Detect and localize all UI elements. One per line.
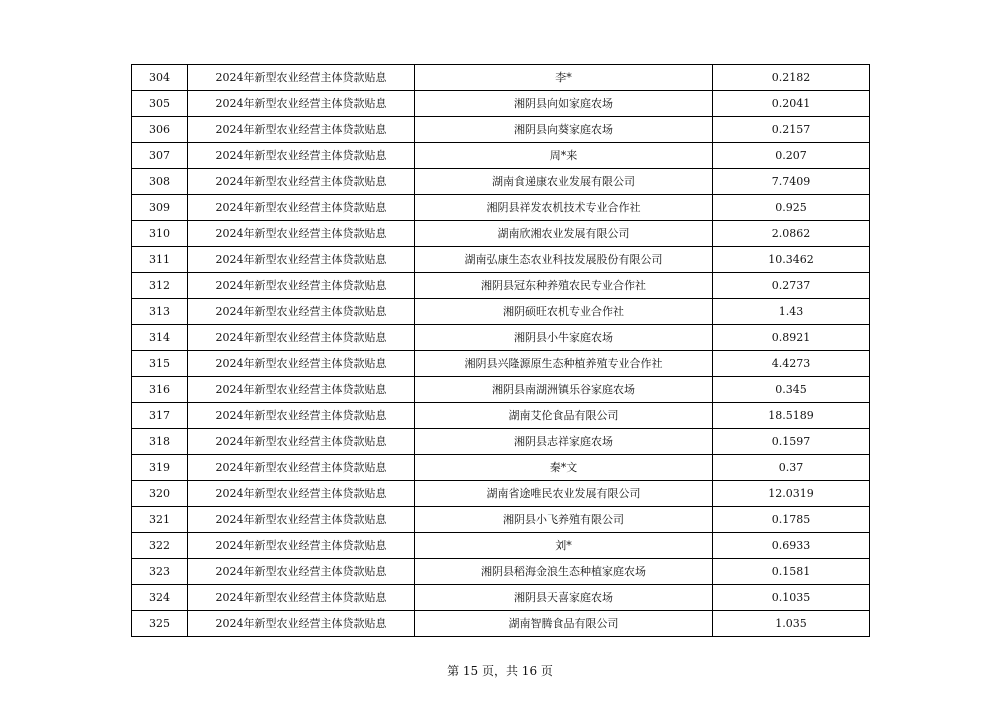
item-cell: 2024年新型农业经营主体贷款贴息 — [188, 455, 415, 481]
item-cell: 2024年新型农业经营主体贷款贴息 — [188, 377, 415, 403]
table-row — [132, 91, 870, 117]
table-row — [132, 351, 870, 377]
recipient-name-cell: 湖南智腾食品有限公司 — [415, 611, 713, 637]
row-number-cell: 310 — [132, 221, 188, 247]
amount-cell: 0.6933 — [713, 533, 870, 559]
row-number-cell: 308 — [132, 169, 188, 195]
table-row — [132, 455, 870, 481]
item-cell: 2024年新型农业经营主体贷款贴息 — [188, 143, 415, 169]
recipient-name-cell: 秦*文 — [415, 455, 713, 481]
amount-cell: 7.7409 — [713, 169, 870, 195]
recipient-name-cell: 湖南食递康农业发展有限公司 — [415, 169, 713, 195]
row-number-cell: 312 — [132, 273, 188, 299]
row-number-cell: 325 — [132, 611, 188, 637]
recipient-name-cell: 湘阴县祥发农机技术专业合作社 — [415, 195, 713, 221]
item-cell: 2024年新型农业经营主体贷款贴息 — [188, 533, 415, 559]
table-row — [132, 559, 870, 585]
recipient-name-cell: 周*来 — [415, 143, 713, 169]
row-number-cell: 309 — [132, 195, 188, 221]
item-cell: 2024年新型农业经营主体贷款贴息 — [188, 611, 415, 637]
recipient-name-cell: 湖南欣湘农业发展有限公司 — [415, 221, 713, 247]
recipient-name-cell: 湘阴县向如家庭农场 — [415, 91, 713, 117]
amount-cell: 0.1597 — [713, 429, 870, 455]
table-row — [132, 533, 870, 559]
amount-cell: 0.2182 — [713, 65, 870, 91]
item-cell: 2024年新型农业经营主体贷款贴息 — [188, 169, 415, 195]
row-number-cell: 322 — [132, 533, 188, 559]
recipient-name-cell: 刘* — [415, 533, 713, 559]
item-cell: 2024年新型农业经营主体贷款贴息 — [188, 273, 415, 299]
table-row — [132, 377, 870, 403]
amount-cell: 1.43 — [713, 299, 870, 325]
table-row — [132, 169, 870, 195]
item-cell: 2024年新型农业经营主体贷款贴息 — [188, 507, 415, 533]
row-number-cell: 304 — [132, 65, 188, 91]
table-row — [132, 429, 870, 455]
row-number-cell: 323 — [132, 559, 188, 585]
item-cell: 2024年新型农业经营主体贷款贴息 — [188, 351, 415, 377]
recipient-name-cell: 湘阴县冠东种养殖农民专业合作社 — [415, 273, 713, 299]
table-row — [132, 143, 870, 169]
amount-cell: 0.37 — [713, 455, 870, 481]
table-row — [132, 273, 870, 299]
recipient-name-cell: 湘阴县小牛家庭农场 — [415, 325, 713, 351]
amount-cell: 18.5189 — [713, 403, 870, 429]
row-number-cell: 317 — [132, 403, 188, 429]
item-cell: 2024年新型农业经营主体贷款贴息 — [188, 559, 415, 585]
amount-cell: 0.1785 — [713, 507, 870, 533]
row-number-cell: 307 — [132, 143, 188, 169]
page-number-footer: 第 15 页，共 16 页 — [447, 664, 553, 678]
table-row — [132, 611, 870, 637]
amount-cell: 0.2041 — [713, 91, 870, 117]
recipient-name-cell: 湘阴县稻海金浪生态种植家庭农场 — [415, 559, 713, 585]
row-number-cell: 318 — [132, 429, 188, 455]
amount-cell: 0.1035 — [713, 585, 870, 611]
item-cell: 2024年新型农业经营主体贷款贴息 — [188, 91, 415, 117]
amount-cell: 4.4273 — [713, 351, 870, 377]
amount-cell: 0.345 — [713, 377, 870, 403]
table-row — [132, 507, 870, 533]
item-cell: 2024年新型农业经营主体贷款贴息 — [188, 585, 415, 611]
row-number-cell: 320 — [132, 481, 188, 507]
item-cell: 2024年新型农业经营主体贷款贴息 — [188, 65, 415, 91]
table-row — [132, 481, 870, 507]
recipient-name-cell: 湘阴县天喜家庭农场 — [415, 585, 713, 611]
amount-cell: 0.8921 — [713, 325, 870, 351]
recipient-name-cell: 湖南省途唯民农业发展有限公司 — [415, 481, 713, 507]
amount-cell: 2.0862 — [713, 221, 870, 247]
row-number-cell: 306 — [132, 117, 188, 143]
table-row — [132, 247, 870, 273]
row-number-cell: 311 — [132, 247, 188, 273]
row-number-cell: 316 — [132, 377, 188, 403]
amount-cell: 0.1581 — [713, 559, 870, 585]
amount-cell: 10.3462 — [713, 247, 870, 273]
row-number-cell: 315 — [132, 351, 188, 377]
table-row — [132, 117, 870, 143]
row-number-cell: 319 — [132, 455, 188, 481]
amount-cell: 0.2157 — [713, 117, 870, 143]
item-cell: 2024年新型农业经营主体贷款贴息 — [188, 221, 415, 247]
recipient-name-cell: 湘阴县向葵家庭农场 — [415, 117, 713, 143]
item-cell: 2024年新型农业经营主体贷款贴息 — [188, 195, 415, 221]
subsidy-table — [131, 64, 870, 637]
table-row — [132, 299, 870, 325]
item-cell: 2024年新型农业经营主体贷款贴息 — [188, 481, 415, 507]
table-row — [132, 195, 870, 221]
table-row — [132, 325, 870, 351]
row-number-cell: 324 — [132, 585, 188, 611]
item-cell: 2024年新型农业经营主体贷款贴息 — [188, 403, 415, 429]
row-number-cell: 321 — [132, 507, 188, 533]
item-cell: 2024年新型农业经营主体贷款贴息 — [188, 117, 415, 143]
item-cell: 2024年新型农业经营主体贷款贴息 — [188, 247, 415, 273]
row-number-cell: 305 — [132, 91, 188, 117]
recipient-name-cell: 湘阴县小飞养殖有限公司 — [415, 507, 713, 533]
table-row — [132, 585, 870, 611]
row-number-cell: 313 — [132, 299, 188, 325]
table-row — [132, 221, 870, 247]
item-cell: 2024年新型农业经营主体贷款贴息 — [188, 429, 415, 455]
recipient-name-cell: 湘阴县南湖洲镇乐谷家庭农场 — [415, 377, 713, 403]
recipient-name-cell: 李* — [415, 65, 713, 91]
amount-cell: 12.0319 — [713, 481, 870, 507]
recipient-name-cell: 湘阴县兴隆源原生态种植养殖专业合作社 — [415, 351, 713, 377]
amount-cell: 1.035 — [713, 611, 870, 637]
item-cell: 2024年新型农业经营主体贷款贴息 — [188, 325, 415, 351]
subsidy-table-body — [132, 65, 870, 637]
row-number-cell: 314 — [132, 325, 188, 351]
recipient-name-cell: 湖南艾伦食品有限公司 — [415, 403, 713, 429]
table-row — [132, 65, 870, 91]
recipient-name-cell: 湘阴硕旺农机专业合作社 — [415, 299, 713, 325]
amount-cell: 0.207 — [713, 143, 870, 169]
recipient-name-cell: 湘阴县志祥家庭农场 — [415, 429, 713, 455]
recipient-name-cell: 湖南弘康生态农业科技发展股份有限公司 — [415, 247, 713, 273]
amount-cell: 0.2737 — [713, 273, 870, 299]
item-cell: 2024年新型农业经营主体贷款贴息 — [188, 299, 415, 325]
table-row — [132, 403, 870, 429]
amount-cell: 0.925 — [713, 195, 870, 221]
